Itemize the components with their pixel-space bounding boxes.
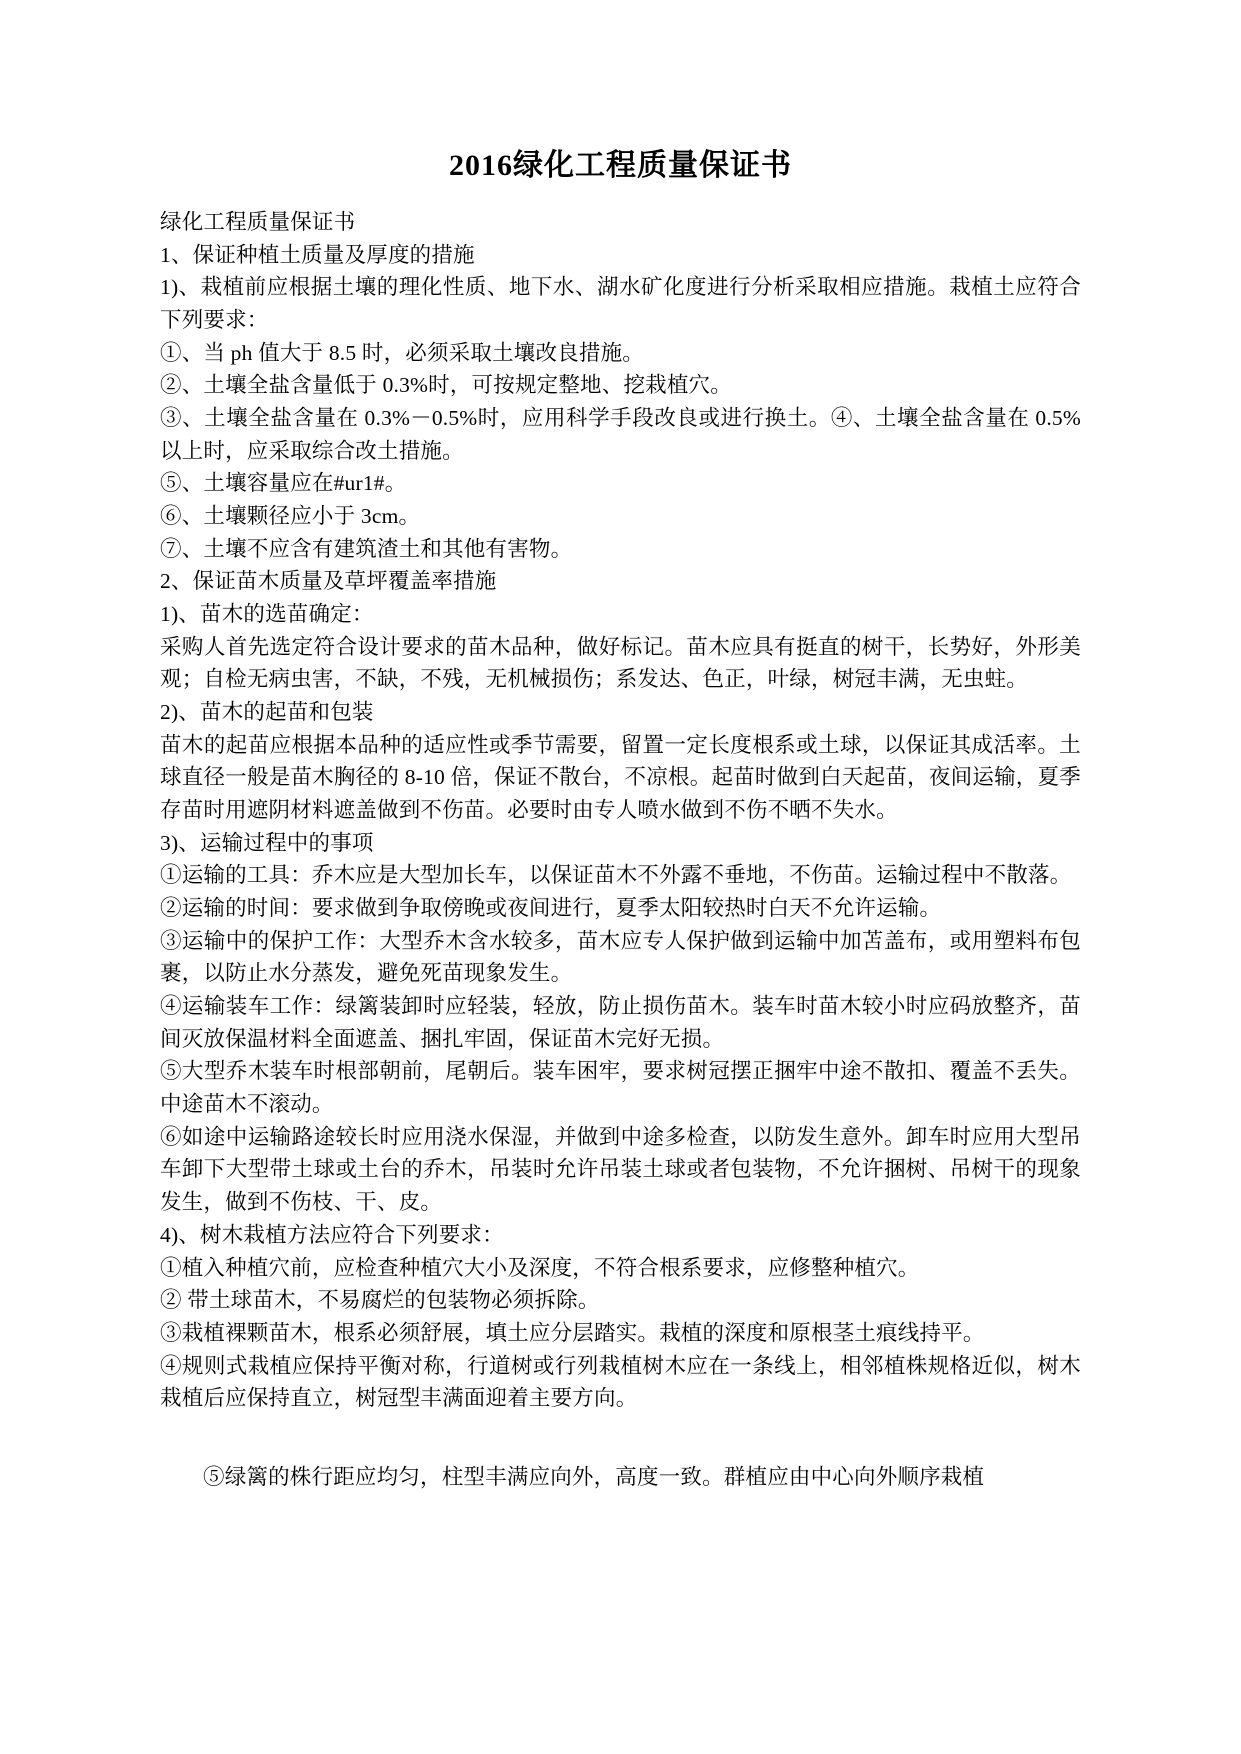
paragraph: ①、当 ph 值大于 8.5 时，必须采取土壤改良措施。 [160, 340, 644, 365]
paragraph: ⑥、土壤颗径应小于 3cm。 [160, 504, 421, 529]
paragraph: ⑤大型乔木装车时根部朝前，尾朝后。装车困牢，要求树冠摆正捆牢中途不散扣、覆盖不丢失。中途苗木不滚动。 [160, 1059, 1081, 1117]
paragraph: ⑥如途中运输路途较长时应用浇水保湿，并做到中途多检查，以防发生意外。卸车时应用大型吊车卸下大型带土球或土台的乔木，吊装时允许吊装土球或者包装物，不允许捆树、吊树干的现象发生，做到不伤枝、干、皮。 [160, 1124, 1081, 1215]
paragraph: ④规则式栽植应保持平衡对称，行道树或行列栽植树木应在一条线上，相邻植株规格近似，树木栽植后应保持直立，树冠型丰满面迎着主要方向。 [160, 1353, 1081, 1411]
paragraph: ② 带土球苗木，不易腐烂的包装物必须拆除。 [160, 1288, 600, 1313]
paragraph: ③、土壤全盐含量在 0.3%－0.5%时，应用科学手段改良或进行换土。④、土壤全盐含量在 0.5%以上时，应采取综合改土措施。 [160, 406, 1081, 463]
paragraph: ①运输的工具：乔木应是大型加长车，以保证苗木不外露不垂地，不伤苗。运输过程中不散落。 [160, 863, 1072, 888]
paragraph: 2、保证苗木质量及草坪覆盖率措施 [160, 569, 497, 594]
paragraph: 苗木的起苗应根据本品种的适应性或季节需要，留置一定长度根系或土球，以保证其成活率。土球直径一般是苗木胸径的 8-10 倍，保证不散台，不凉根。起苗时做到白天起苗，夜间运输，夏季存苗时用遮阴材料遮盖做到不伤苗。必要时由专人喷水做到不伤不晒不失水。 [160, 732, 1081, 823]
paragraph: ⑤、土壤容量应在#ur1#。 [160, 471, 407, 496]
paragraph: ①植入种植穴前，应检查种植穴大小及深度，不符合根系要求，应修整种植穴。 [160, 1255, 920, 1280]
paragraph: ②运输的时间：要求做到争取傍晚或夜间进行，夏季太阳较热时白天不允许运输。 [160, 896, 942, 921]
document-body [160, 206, 1081, 1494]
paragraph: ②、土壤全盐含量低于 0.3%时，可按规定整地、挖栽植穴。 [160, 373, 732, 398]
paragraph: 3)、运输过程中的事项 [160, 830, 374, 855]
paragraph: ④运输装车工作：绿篱装卸时应轻装，轻放，防止损伤苗木。装车时苗木较小时应码放整齐，苗间灭放保温材料全面遮盖、捆扎牢固，保证苗木完好无损。 [160, 994, 1081, 1051]
paragraph: ③运输中的保护工作：大型乔木含水较多，苗木应专人保护做到运输中加苫盖布，或用塑料布包裹，以防止水分蒸发，避免死苗现象发生。 [160, 928, 1081, 986]
paragraph: 1)、栽植前应根据土壤的理化性质、地下水、湖水矿化度进行分析采取相应措施。栽植土应符合下列要求： [160, 275, 1081, 333]
paragraph: 绿化工程质量保证书 [160, 210, 356, 234]
footer-paragraph: ⑤绿篱的株行距应均匀，柱型丰满应向外，高度一致。群植应由中心向外顺序栽植 [203, 1464, 985, 1489]
paragraph: 采购人首先选定符合设计要求的苗木品种，做好标记。苗木应具有挺直的树干，长势好，外形美观；自检无病虫害，不缺，不残，无机械损伤；系发达、色正，叶绿，树冠丰满，无虫蛀。 [160, 634, 1081, 692]
paragraph: 1、保证种植土质量及厚度的措施 [160, 242, 475, 267]
paragraph: 2)、苗木的起苗和包装 [160, 700, 374, 725]
paragraph: ⑦、土壤不应含有建筑渣土和其他有害物。 [160, 536, 573, 561]
paragraph: 1)、苗木的选苗确定： [160, 602, 374, 627]
page-title: 2016绿化工程质量保证书 [449, 149, 792, 182]
paragraph: ③栽植裸颗苗木，根系必须舒展，填土应分层踏实。栽植的深度和原根茎土痕线持平。 [160, 1320, 985, 1345]
paragraph: 4)、树木栽植方法应符合下列要求： [160, 1222, 504, 1247]
